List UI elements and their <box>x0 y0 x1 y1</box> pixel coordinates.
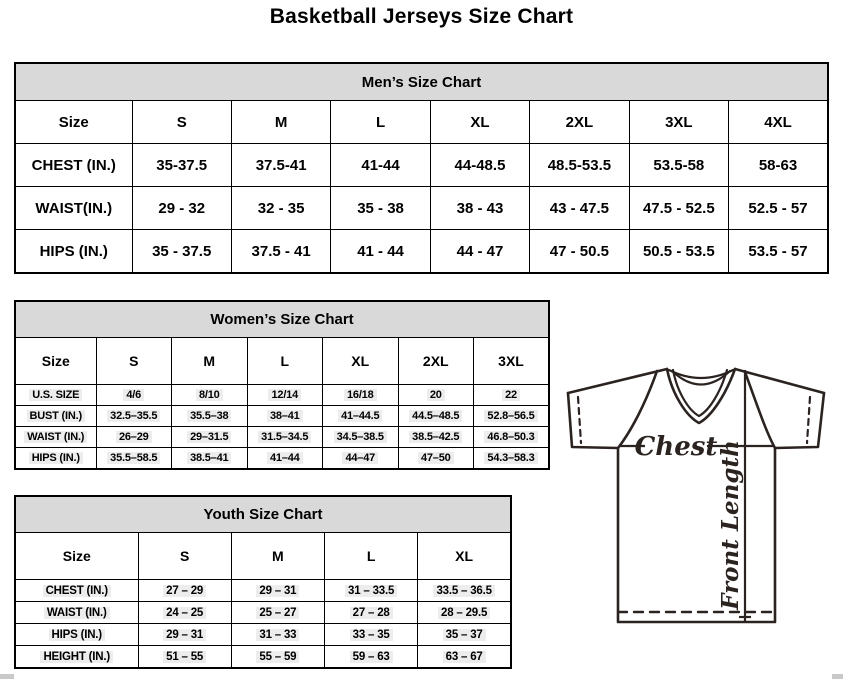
size-value-cell: 35-37.5 <box>132 144 231 187</box>
size-value-cell: 27 – 28 <box>325 602 418 624</box>
size-value-cell: 52.5 - 57 <box>729 187 828 230</box>
size-value-cell: 16/18 <box>323 385 399 406</box>
page-title: Basketball Jerseys Size Chart <box>269 5 574 28</box>
size-column-header: S <box>132 101 231 144</box>
size-value-cell: 52.8–56.5 <box>474 406 550 427</box>
size-column-header: XL <box>418 533 511 580</box>
youth-section-title: Youth Size Chart <box>15 496 511 533</box>
size-value-cell: 47.5 - 52.5 <box>629 187 728 230</box>
size-value-cell: 50.5 - 53.5 <box>629 230 728 274</box>
size-value-cell: 44.5–48.5 <box>398 406 474 427</box>
size-column-header: L <box>247 338 323 385</box>
youth-table <box>14 495 512 669</box>
size-value-cell: 44 - 47 <box>430 230 529 274</box>
size-value-cell: 46.8–50.3 <box>474 427 550 448</box>
size-value-cell: 35.5–38 <box>172 406 248 427</box>
size-value-cell: 43 - 47.5 <box>530 187 629 230</box>
size-value-cell: 35.5–58.5 <box>96 448 172 470</box>
size-value-cell: 24 – 25 <box>138 602 231 624</box>
size-column-header: 3XL <box>629 101 728 144</box>
size-value-cell: 35 – 37 <box>418 624 511 646</box>
size-value-cell: 28 – 29.5 <box>418 602 511 624</box>
size-column-header: L <box>331 101 430 144</box>
size-value-cell: 33.5 – 36.5 <box>418 580 511 602</box>
womens-section-title: Women’s Size Chart <box>15 301 549 338</box>
size-value-cell: 47 - 50.5 <box>530 230 629 274</box>
size-value-cell: 35 - 37.5 <box>132 230 231 274</box>
size-value-cell: 31.5–34.5 <box>247 427 323 448</box>
size-value-cell: 26–29 <box>96 427 172 448</box>
size-column-header: 4XL <box>729 101 828 144</box>
size-value-cell: 29 - 32 <box>132 187 231 230</box>
measurement-row-label: BUST (IN.) <box>15 406 96 427</box>
size-value-cell: 25 – 27 <box>231 602 324 624</box>
jersey-measurement-diagram <box>560 360 832 632</box>
mens-table <box>14 62 829 274</box>
size-value-cell: 44-48.5 <box>430 144 529 187</box>
mens-size-chart-table <box>14 62 829 274</box>
size-value-cell: 29 – 31 <box>231 580 324 602</box>
size-value-cell: 31 – 33 <box>231 624 324 646</box>
table-row <box>15 144 828 187</box>
size-column-header: S <box>138 533 231 580</box>
size-value-cell: 32 - 35 <box>231 187 330 230</box>
womens-size-chart-table <box>14 300 550 470</box>
size-value-cell: 29 – 31 <box>138 624 231 646</box>
chest-label: Chest <box>634 432 718 462</box>
size-value-cell: 31 – 33.5 <box>325 580 418 602</box>
table-row <box>15 580 511 602</box>
table-row <box>15 602 511 624</box>
size-value-cell: 44–47 <box>323 448 399 470</box>
size-value-cell: 38.5–42.5 <box>398 427 474 448</box>
table-row <box>15 448 549 470</box>
size-value-cell: 35 - 38 <box>331 187 430 230</box>
size-value-cell: 38 - 43 <box>430 187 529 230</box>
size-value-cell: 47–50 <box>398 448 474 470</box>
size-value-cell: 41–44 <box>247 448 323 470</box>
womens-table <box>14 300 550 470</box>
table-row <box>15 385 549 406</box>
scrollbar-fragment-right[interactable] <box>832 674 843 679</box>
size-value-cell: 63 – 67 <box>418 646 511 669</box>
size-value-cell: 29–31.5 <box>172 427 248 448</box>
size-header-label: Size <box>15 338 96 385</box>
measurement-row-label: HEIGHT (IN.) <box>15 646 138 669</box>
size-column-header: L <box>325 533 418 580</box>
size-value-cell: 8/10 <box>172 385 248 406</box>
size-value-cell: 12/14 <box>247 385 323 406</box>
front-length-label: Front Length <box>717 440 744 610</box>
size-value-cell: 48.5-53.5 <box>530 144 629 187</box>
table-row <box>15 187 828 230</box>
size-value-cell: 54.3–58.3 <box>474 448 550 470</box>
size-value-cell: 59 – 63 <box>325 646 418 669</box>
table-row <box>15 624 511 646</box>
size-value-cell: 41 - 44 <box>331 230 430 274</box>
size-column-header: XL <box>430 101 529 144</box>
size-value-cell: 4/6 <box>96 385 172 406</box>
size-column-header: XL <box>323 338 399 385</box>
size-column-header: 3XL <box>474 338 550 385</box>
measurement-row-label: WAIST (IN.) <box>15 427 96 448</box>
table-row <box>15 646 511 669</box>
mens-section-title: Men’s Size Chart <box>15 63 828 101</box>
size-column-header: M <box>231 533 324 580</box>
table-row <box>15 230 828 274</box>
size-value-cell: 32.5–35.5 <box>96 406 172 427</box>
measurement-row-label: WAIST(IN.) <box>15 187 132 230</box>
jersey-outline-icon <box>568 369 824 622</box>
size-value-cell: 37.5-41 <box>231 144 330 187</box>
size-value-cell: 20 <box>398 385 474 406</box>
size-value-cell: 53.5-58 <box>629 144 728 187</box>
size-header-label: Size <box>15 101 132 144</box>
size-value-cell: 41-44 <box>331 144 430 187</box>
size-value-cell: 33 – 35 <box>325 624 418 646</box>
measurement-row-label: HIPS (IN.) <box>15 448 96 470</box>
size-column-header: S <box>96 338 172 385</box>
table-row <box>15 406 549 427</box>
measurement-row-label: U.S. SIZE <box>15 385 96 406</box>
size-value-cell: 38–41 <box>247 406 323 427</box>
size-value-cell: 41–44.5 <box>323 406 399 427</box>
size-value-cell: 34.5–38.5 <box>323 427 399 448</box>
size-value-cell: 51 – 55 <box>138 646 231 669</box>
size-value-cell: 55 – 59 <box>231 646 324 669</box>
measurement-row-label: CHEST (IN.) <box>15 144 132 187</box>
size-column-header: 2XL <box>398 338 474 385</box>
size-column-header: M <box>172 338 248 385</box>
scrollbar-fragment-left[interactable] <box>0 674 14 679</box>
table-row <box>15 427 549 448</box>
measurement-row-label: HIPS (IN.) <box>15 624 138 646</box>
size-value-cell: 22 <box>474 385 550 406</box>
size-value-cell: 38.5–41 <box>172 448 248 470</box>
measurement-row-label: WAIST (IN.) <box>15 602 138 624</box>
size-value-cell: 27 – 29 <box>138 580 231 602</box>
size-value-cell: 37.5 - 41 <box>231 230 330 274</box>
measurement-row-label: HIPS (IN.) <box>15 230 132 274</box>
size-value-cell: 53.5 - 57 <box>729 230 828 274</box>
size-column-header: M <box>231 101 330 144</box>
measurement-row-label: CHEST (IN.) <box>15 580 138 602</box>
size-value-cell: 58-63 <box>729 144 828 187</box>
size-column-header: 2XL <box>530 101 629 144</box>
size-header-label: Size <box>15 533 138 580</box>
youth-size-chart-table <box>14 495 512 669</box>
